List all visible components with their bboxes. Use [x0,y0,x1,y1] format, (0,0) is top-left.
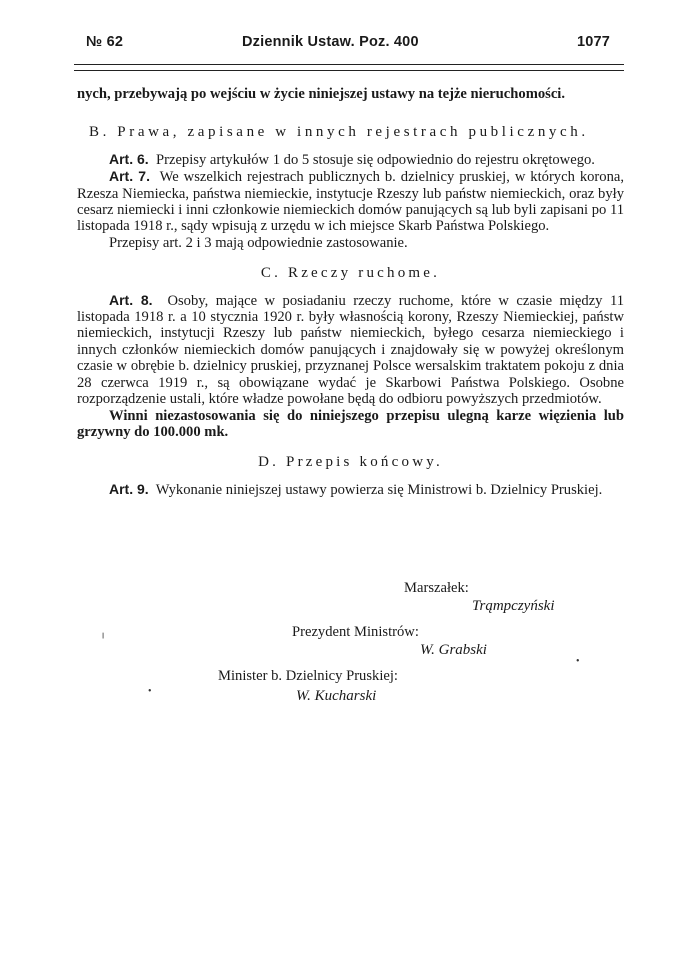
prime-minister-title: Prezydent Ministrów: [292,624,419,640]
document-body [77,86,624,498]
article-8-label: Art. 8. [109,291,153,308]
header-rule-thin [74,70,624,71]
issue-number: № 62 [86,34,124,50]
article-8 [77,292,624,408]
minister-title: Minister b. Dzielnicy Pruskiej: [218,668,398,684]
journal-title: Dziennik Ustaw. Poz. 400 [242,34,419,50]
article-6 [77,151,624,168]
section-heading-d: D. Przepis końcowy. [258,454,443,471]
marshal-title: Marszałek: [404,580,469,596]
article-6-text: Przepisy artykułów 1 do 5 stosuje się odpowiednio do rejestru okrętowego. [155,151,595,168]
section-heading-c: C. Rzeczy ruchome. [260,265,441,282]
prime-minister-name: W. Grabski [420,642,487,658]
article-7 [77,168,624,235]
paragraph-continuation: nych, przebywają po wejściu w życie niniejszej ustawy na tejże nieruchomości. [77,86,566,102]
article-8-text: Osoby, mające w posiadaniu rzeczy ruchome, które w czasie między 11 listopada 1918 r. a 10 stycznia 1920 r. były własnością korony, Rzeszy Niemieckiej, państw niemieckich, instytucji Rzeszy lub państw niemieckich, byłego cesarza niemieckiego i innych członków niemieckich domów panujących i znajdowały się w powyżej określonym czasie w obrębie b. dzielnicy pruskiej, przyznanej Polsce wersalskim traktatem pokoju z dnia 28 czerwca 1919 r., są obowiązane wydać je Skarbowi Państwa Polskiego. Osobne rozporządzenie ustali, które władze powołane będą do odbioru powyższych przedmiotów. [77,292,624,408]
article-9-label: Art. 9. [109,480,149,497]
article-7-text: We wszelkich rejestrach publicznych b. dzielnicy pruskiej, w których korona, Rzesza Niemiecka, państwa niemieckie, instytucje Rzeszy lub państw niemieckich, oraz były cesarz niemiecki i inni członkowie niemieckich domów panujących są lub byli zapisani po 11 listopada 1918 r., sądy wpisują z urzędu w ich miejsce Skarb Państwa Polskiego. [77,169,624,235]
scan-speck: • [148,686,152,697]
section-heading-b: B. Prawa, zapisane w innych rejestrach publicznych. [89,124,589,141]
marshal-name: Trąmpczyński [472,598,555,614]
header-rule-thick [74,64,624,65]
scan-speck: • [576,656,580,667]
page-header [86,34,610,56]
article-9-text: Wykonanie niniejszej ustawy powierza się Ministrowi b. Dzielnicy Pruskiej. [155,481,603,498]
page-number: 1077 [576,34,610,50]
article-7-continuation: Przepisy art. 2 i 3 mają odpowiednie zastosowanie. [109,234,408,251]
article-7-label: Art. 7. [109,168,150,185]
article-6-label: Art. 6. [109,150,149,167]
article-8-continuation: Winni niezastosowania się do niniejszego przepisu ulegną karze więzienia lub grzywny do 100.000 mk. [77,407,624,440]
minister-name: W. Kucharski [296,688,377,704]
scan-speck: ╵ [100,634,107,645]
article-9 [77,481,624,498]
